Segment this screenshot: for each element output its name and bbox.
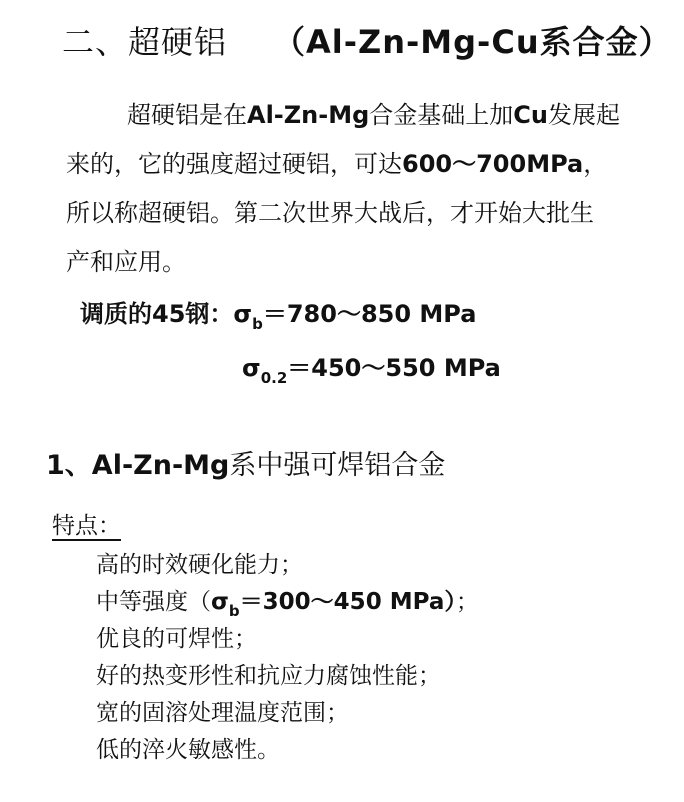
feature-item: 好的热变形性和抗应力腐蚀性能；	[96, 663, 441, 689]
title-prefix: 二、超硬铝	[62, 23, 228, 61]
section-title: 系中强可焊铝合金	[229, 450, 446, 481]
intro-alloy: Al-Zn-Mg	[247, 101, 370, 129]
features-heading	[52, 511, 131, 541]
sigma-subscript: b	[252, 315, 263, 333]
feature-strength-value: ＝300～450 MPa）	[239, 589, 456, 615]
intro-text: 超硬铝是在	[127, 101, 247, 129]
steel-tensile-value: ＝780～850 MPa	[262, 300, 477, 328]
intro-line-3: 所以称超硬铝。第二次世界大战后，才开始大批生	[66, 199, 594, 227]
features-heading-text: 特点：	[52, 513, 121, 539]
intro-strength-value: 600～700MPa	[402, 150, 584, 178]
feature-item: 低的淬火敏感性。	[96, 737, 280, 763]
intro-element: Cu	[513, 101, 548, 129]
feature-item: 优良的可焊性；	[96, 626, 257, 652]
intro-text: 发展起	[547, 101, 620, 129]
feature-item: 高的时效硬化能力；	[96, 552, 303, 578]
intro-text: 来的，它的强度超过硬铝，可达	[66, 150, 402, 178]
section-heading	[46, 448, 445, 484]
sigma-symbol: σ	[211, 589, 229, 615]
section-alloy: Al-Zn-Mg	[91, 450, 230, 481]
steel-comparison-line-1	[80, 298, 476, 333]
steel-comparison-line-2	[242, 352, 501, 387]
sigma-symbol: σ	[233, 300, 253, 328]
intro-line-4: 产和应用。	[66, 248, 186, 276]
section-number: 1、	[46, 450, 92, 481]
sigma-subscript: b	[228, 602, 240, 620]
feature-text: 中等强度（	[96, 589, 211, 615]
feature-text: ；	[455, 589, 479, 615]
sigma-subscript: 0.2	[260, 369, 288, 387]
page-title	[62, 22, 672, 62]
sigma-symbol: σ	[242, 354, 261, 382]
intro-text: 合金基础上加	[369, 101, 514, 129]
intro-line-2	[66, 148, 607, 180]
intro-text: ，	[583, 150, 608, 178]
title-formula: （Al-Zn-Mg-Cu系合金）	[273, 23, 672, 61]
feature-item	[96, 587, 479, 619]
steel-yield-value: ＝450～550 MPa	[287, 354, 501, 382]
intro-line-1	[127, 99, 620, 131]
feature-item: 宽的固溶处理温度范围；	[96, 700, 349, 726]
steel-label: 调质的45钢：	[80, 300, 234, 328]
